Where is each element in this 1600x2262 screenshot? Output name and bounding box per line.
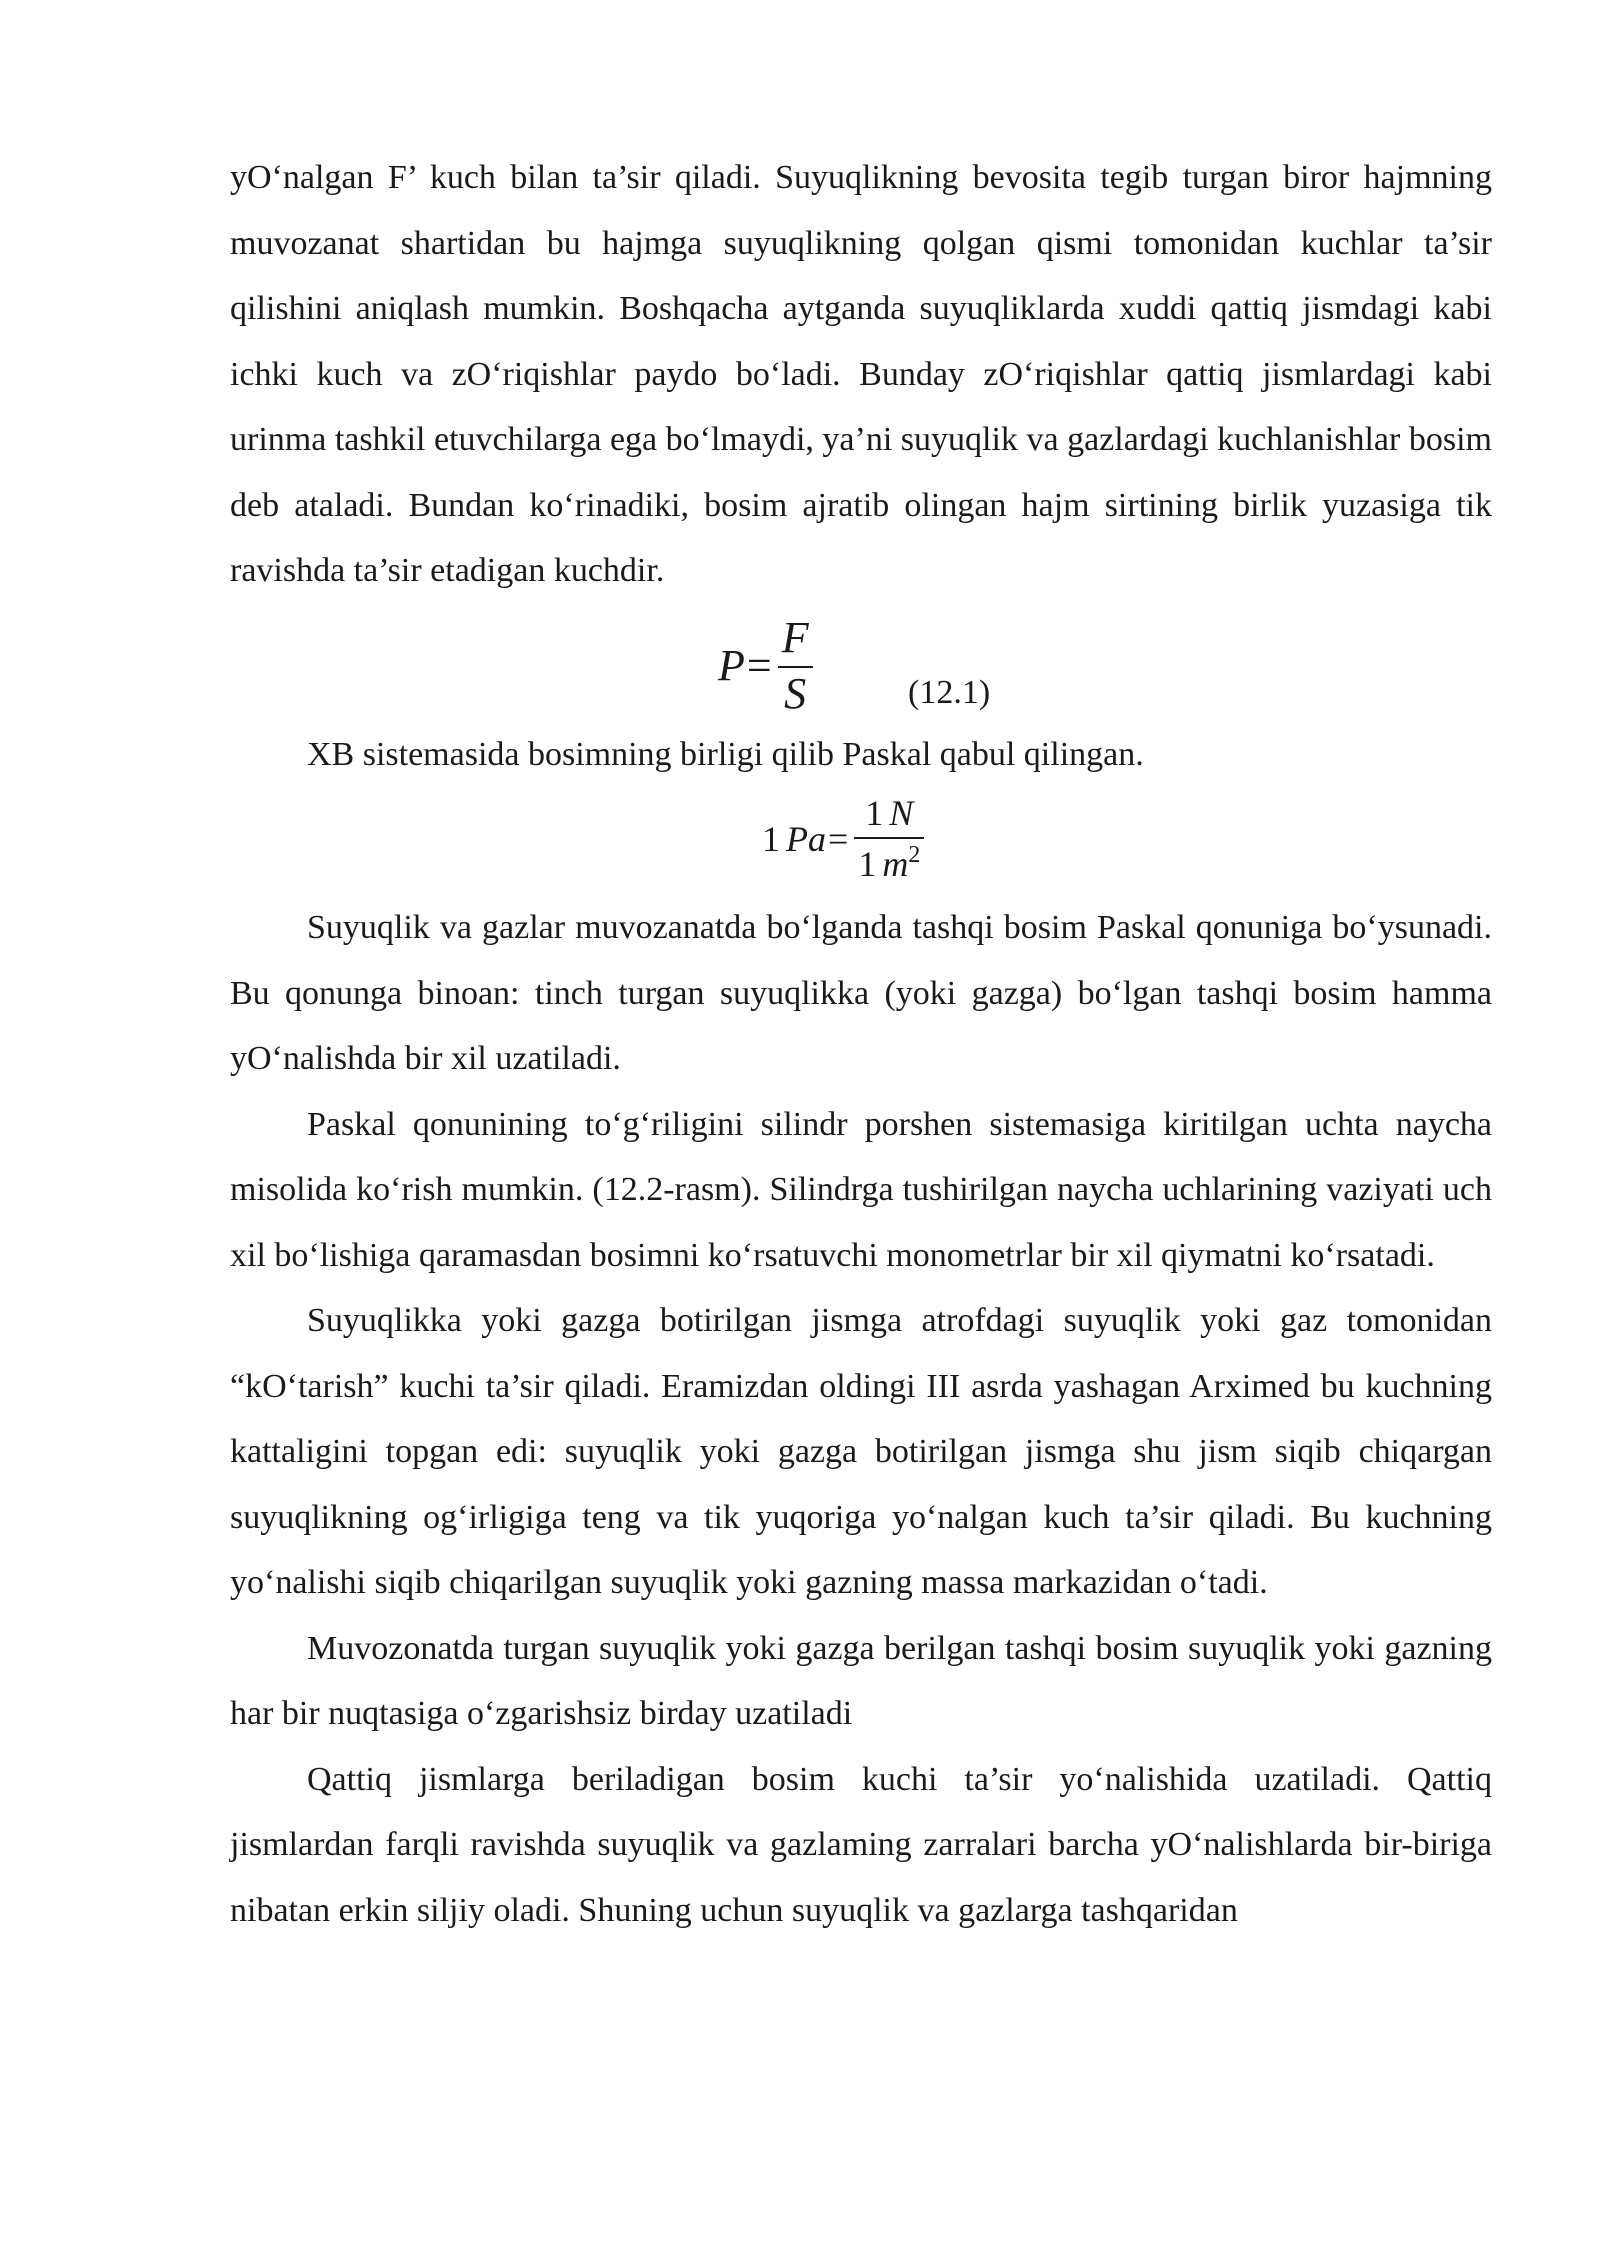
formula-unit-numerator: 1 N bbox=[865, 793, 914, 833]
formula-pressure-lhs: P bbox=[718, 641, 745, 690]
paragraph-4: Paskal qonunining to‘g‘riligini silindr porshen sistemasiga kiritilgan uchta naycha misolida ko‘rish mumkin. (12.2-rasm). Silindrga tushirilgan naycha uchlarining vaziyati uch xil bo‘lishiga qaramasdan bosimni ko‘rsatuvchi monometrlar bir xil qiymatni ko‘rsatadi. bbox=[230, 1105, 1492, 1274]
document-page bbox=[230, 145, 1492, 1943]
formula-pressure-equals: = bbox=[746, 641, 772, 690]
paragraph-1: yO‘nalgan F’ kuch bilan ta’sir qiladi. Suyuqlikning bevosita tegib turgan biror hajmning muvozanat shartidan bu hajmga suyuqlikning qolgan qismi tomonidan kuchlar ta’sir qilishini aniqlash mumkin. Boshqacha aytganda suyuqliklarda xuddi qattiq jismdagi kabi ichki kuch va zO‘riqishlar paydo bo‘ladi. Bunday zO‘riqishlar qattiq jismlardagi kabi urinma tashkil etuvchilarga ega bo‘lmaydi, ya’ni suyuqlik va gazlardagi kuchlanishlar bosim deb ataladi. Bundan ko‘rinadiki, bosim ajratib olingan hajm sirtining birlik yuzasiga tik ravishda ta’sir etadigan kuchdir. bbox=[230, 159, 1492, 589]
formula-unit-denominator: 1 $m^2$ bbox=[858, 842, 921, 884]
paragraph-2: XB sistemasida bosimning birligi qilib Paskal qabul qilingan. bbox=[307, 735, 1144, 773]
formula-unit-lhs-number: 1 bbox=[762, 818, 780, 859]
formula-pressure-numerator: F bbox=[781, 612, 809, 662]
paragraph-5: Suyuqlikka yoki gazga botirilgan jismga atrofdagi suyuqlik yoki gaz tomonidan “kO‘tarish” kuchi ta’sir qiladi. Eramizdan oldingi III asrda yashagan Arximed bu kuchning kattaligini topgan edi: suyuqlik yoki gazga botirilgan jismga shu jism siqib chiqargan suyuqlikning og‘irligiga teng va tik yuqoriga yo‘nalgan kuch ta’sir qiladi. Bu kuchning yo‘nalishi siqib chiqarilgan suyuqlik yoki gazning massa markazidan o‘tadi. bbox=[230, 1302, 1492, 1601]
formula-pressure-fraction bbox=[778, 612, 813, 718]
formula-unit-equals: = bbox=[828, 818, 849, 859]
fraction-bar bbox=[854, 837, 924, 839]
paragraph-3: Suyuqlik va gazlar muvozanatda bo‘lganda tashqi bosim Paskal qonuniga bo‘ysunadi. Bu qonunga binoan: tinch turgan suyuqlikka (yoki gazga) bo‘lgan tashqi bosim hamma yO‘nalishda bir xil uzatiladi. bbox=[230, 909, 1492, 1077]
formula-pascal-unit bbox=[230, 787, 1492, 895]
equation-number: (12.1) bbox=[908, 673, 991, 711]
formula-unit-lhs-unit: Pa bbox=[786, 818, 826, 859]
fraction-bar bbox=[778, 666, 813, 668]
formula-pressure bbox=[230, 604, 1492, 722]
paragraph-7: Qattiq jismlarga beriladigan bosim kuchi ta’sir yo‘nalishida uzatiladi. Qattiq jismlardan farqli ravishda suyuqlik va gazlaming zarralari barcha yO‘nalishlarda bir-biriga nibatan erkin siljiy oladi. Shuning uchun suyuqlik va gazlarga tashqaridan bbox=[230, 1760, 1492, 1929]
formula-unit-fraction bbox=[854, 795, 924, 882]
formula-pressure-denominator: S bbox=[784, 668, 807, 718]
paragraph-6: Muvozonatda turgan suyuqlik yoki gazga berilgan tashqi bosim suyuqlik yoki gazning har bir nuqtasiga o‘zgarishsiz birday uzatiladi bbox=[230, 1629, 1492, 1732]
